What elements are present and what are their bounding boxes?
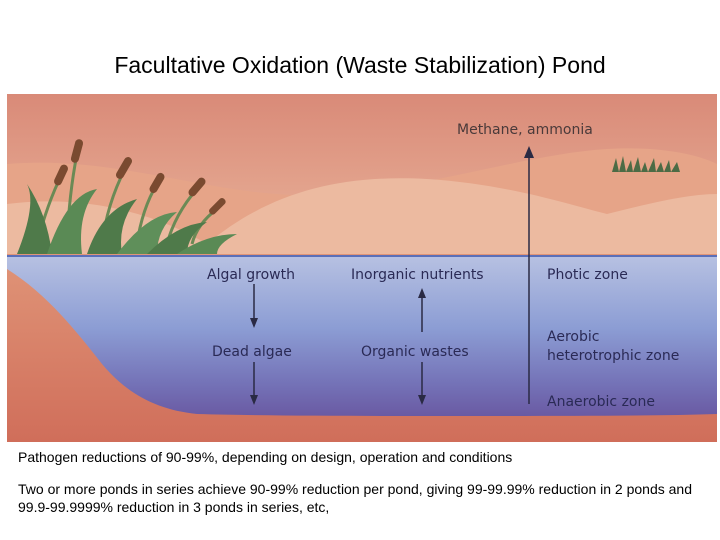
algal-growth-label: Algal growth — [207, 267, 295, 283]
aerobic-zone-label-line1: Aerobic — [547, 329, 600, 345]
methane-label: Methane, ammonia — [457, 122, 593, 138]
notes-block — [18, 448, 710, 530]
organic-wastes-label: Organic wastes — [361, 344, 469, 360]
slide-title: Facultative Oxidation (Waste Stabilization) Pond — [114, 52, 606, 78]
dead-algae-label: Dead algae — [212, 344, 292, 360]
pathogen-note: Pathogen reductions of 90-99%, depending on design, operation and conditions — [18, 449, 513, 465]
anaerobic-zone-label: Anaerobic zone — [547, 394, 655, 410]
photic-zone-label: Photic zone — [547, 267, 628, 283]
inorganic-nutrients-label: Inorganic nutrients — [351, 267, 484, 283]
pond-diagram — [7, 94, 717, 442]
aerobic-zone-label-line2: heterotrophic zone — [547, 348, 680, 364]
series-note: Two or more ponds in series achieve 90-99% reduction per pond, giving 99-99.99% reduction in 2 ponds and 99.9-99.9999% reduction in 3 ponds in series, etc, — [18, 481, 692, 515]
